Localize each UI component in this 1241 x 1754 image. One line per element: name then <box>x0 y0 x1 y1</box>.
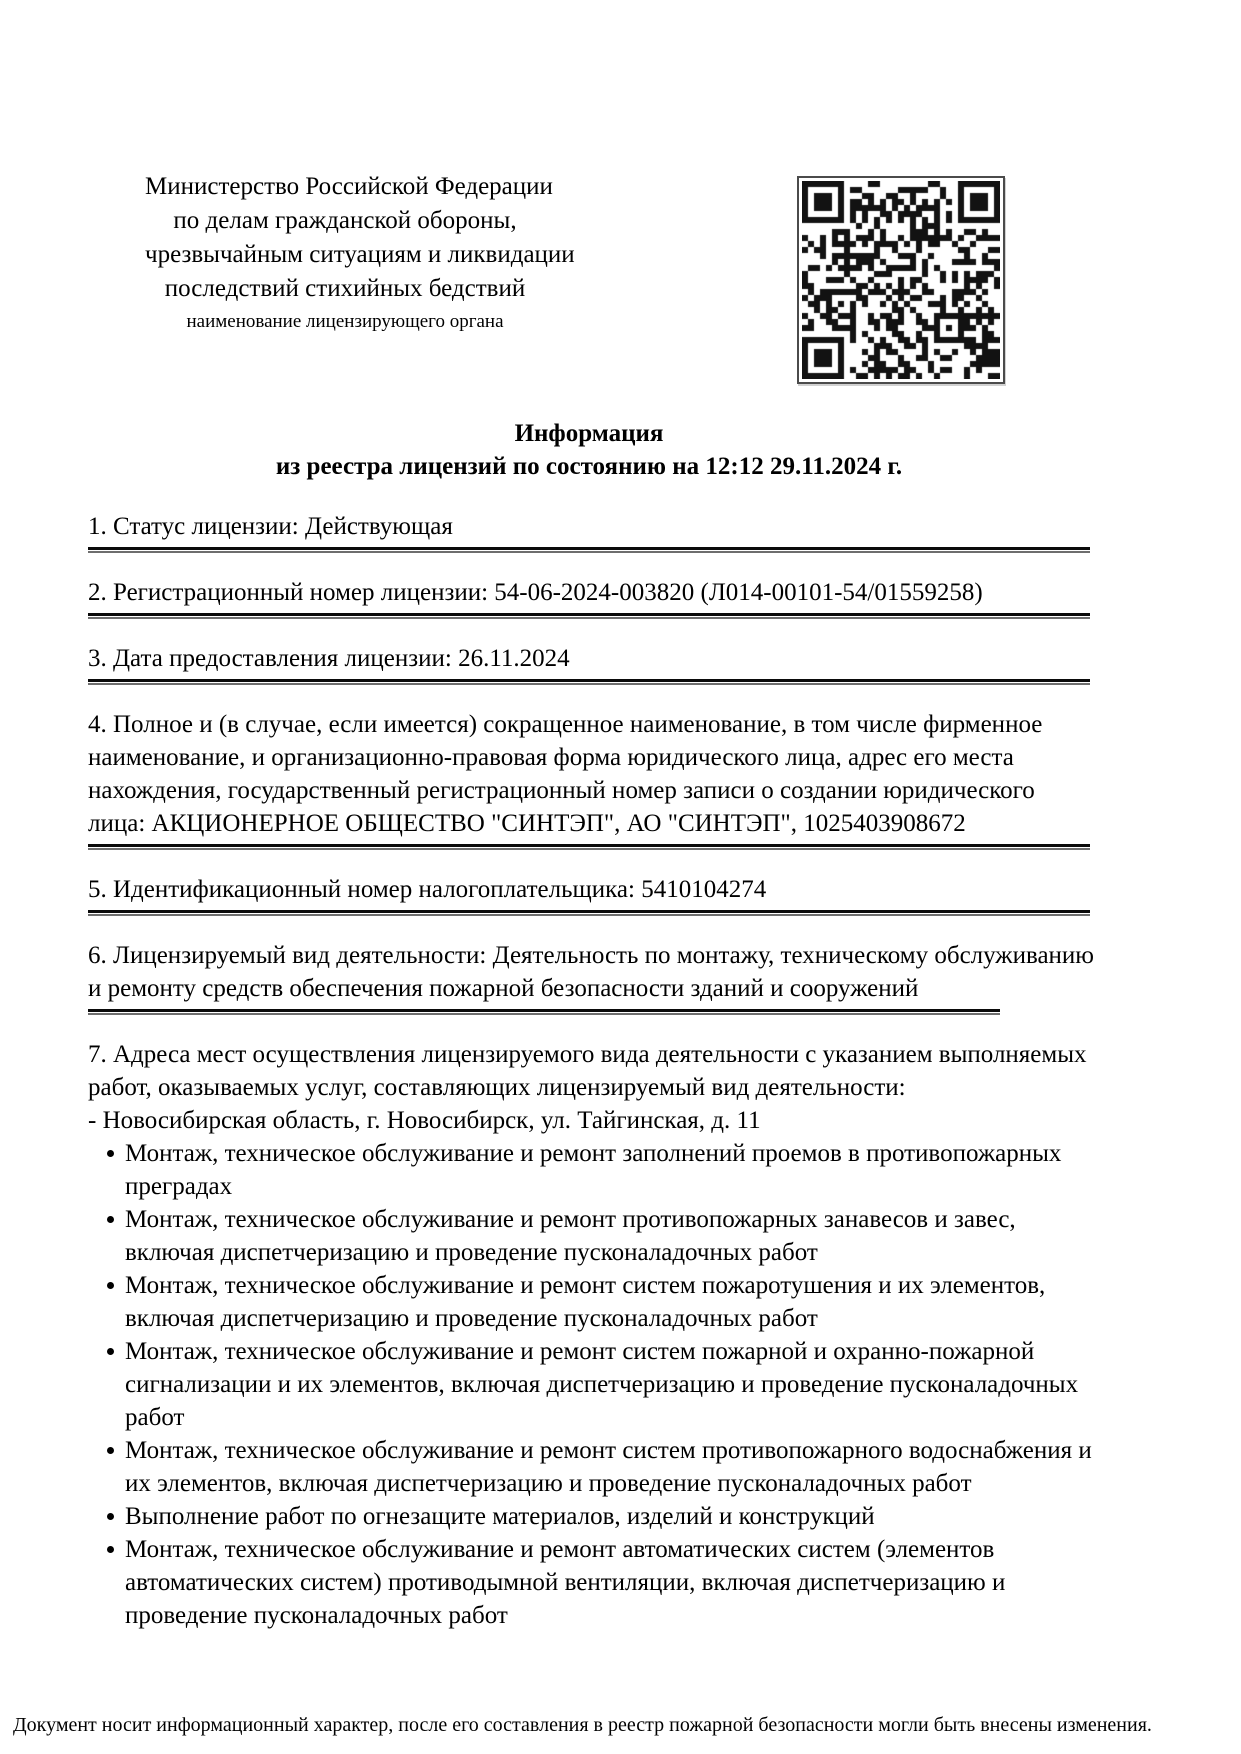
work-item: Монтаж, техническое обслуживание и ремонт автоматических систем (элементов автоматических систем) противодымной вентиляции, включая диспетчеризацию и проведение пусконаладочных работ <box>88 1533 1160 1632</box>
footer-disclaimer: Документ носит информационный характер, после его составления в реестр пожарной безопасности могли быть внесены изменения. <box>13 1714 1152 1736</box>
field-organization-name-text: 4. Полное и (в случае, если имеется) сокращенное наименование, в том числе фирменное наименование, и организационно-правовая форма юридического лица, адрес его места нахождения, государственный регистрационный номер записи о создании юридического <box>88 711 1043 804</box>
field-registration-number-value: 2. Регистрационный номер лицензии: 54-06-2024-003820 (Л014-00101-54/01559258) <box>88 576 1090 616</box>
work-item: Выполнение работ по огнезащите материалов, изделий и конструкций <box>88 1500 1160 1533</box>
issuer-line: Министерство Российской Федерации <box>145 173 553 200</box>
qr-code <box>797 176 1005 384</box>
work-item: Монтаж, техническое обслуживание и ремонт систем противопожарного водоснабжения и их элементов, включая диспетчеризацию и проведение пусконаладочных работ <box>88 1434 1160 1500</box>
field-organization-name <box>88 708 1160 847</box>
document-title-line1: Информация <box>514 420 664 447</box>
field-license-status <box>88 510 1160 550</box>
document-title <box>88 417 1090 483</box>
document-title-line2: из реестра лицензий по состоянию на 12:12 29.11.2024 г. <box>275 453 903 480</box>
issuer-caption: наименование лицензирующего органа <box>186 311 504 332</box>
work-item: Монтаж, техническое обслуживание и ремонт систем пожаротушения и их элементов, включая диспетчеризацию и проведение пусконаладочных работ <box>88 1269 1160 1335</box>
field-registration-number <box>88 576 1160 616</box>
document-body <box>88 484 1160 1632</box>
issuer-line: чрезвычайным ситуациям и ликвидации <box>145 241 575 268</box>
work-item: Монтаж, техническое обслуживание и ремонт систем пожарной и охранно-пожарной сигнализации и их элементов, включая диспетчеризацию и проведение пусконаладочных работ <box>88 1335 1160 1434</box>
issuer-line: по делам гражданской обороны, <box>173 207 517 234</box>
field-inn <box>88 873 1160 913</box>
field-grant-date <box>88 642 1160 682</box>
field-license-status-value: 1. Статус лицензии: Действующая <box>88 510 1090 550</box>
work-item: Монтаж, техническое обслуживание и ремонт противопожарных занавесов и завес, включая диспетчеризацию и проведение пусконаладочных работ <box>88 1203 1160 1269</box>
section-addresses <box>88 1038 1160 1632</box>
issuing-authority <box>145 170 575 333</box>
field-organization-name-value: лица: АКЦИОНЕРНОЕ ОБЩЕСТВО "СИНТЭП", АО "СИНТЭП", 1025403908672 <box>88 807 1090 847</box>
field-licensed-activity-value: и ремонту средств обеспечения пожарной безопасности зданий и сооружений <box>88 972 1000 1012</box>
work-item: Монтаж, техническое обслуживание и ремонт заполнений проемов в противопожарных преградах <box>88 1137 1160 1203</box>
qr-code-pattern <box>802 181 1000 379</box>
works-list <box>88 1137 1160 1632</box>
field-inn-value: 5. Идентификационный номер налогоплательщика: 5410104274 <box>88 873 1090 913</box>
field-licensed-activity-text: 6. Лицензируемый вид деятельности: Деятельность по монтажу, техническому обслуживанию <box>88 942 1094 969</box>
address-line: - Новосибирская область, г. Новосибирск, ул. Тайгинская, д. 11 <box>88 1107 761 1134</box>
field-licensed-activity <box>88 939 1160 1012</box>
field-grant-date-value: 3. Дата предоставления лицензии: 26.11.2024 <box>88 642 1090 682</box>
addresses-intro: 7. Адреса мест осуществления лицензируемого вида деятельности с указанием выполняемых работ, оказываемых услуг, составляющих лицензируемый вид деятельности: <box>88 1041 1087 1101</box>
issuer-line: последствий стихийных бедствий <box>164 275 526 302</box>
